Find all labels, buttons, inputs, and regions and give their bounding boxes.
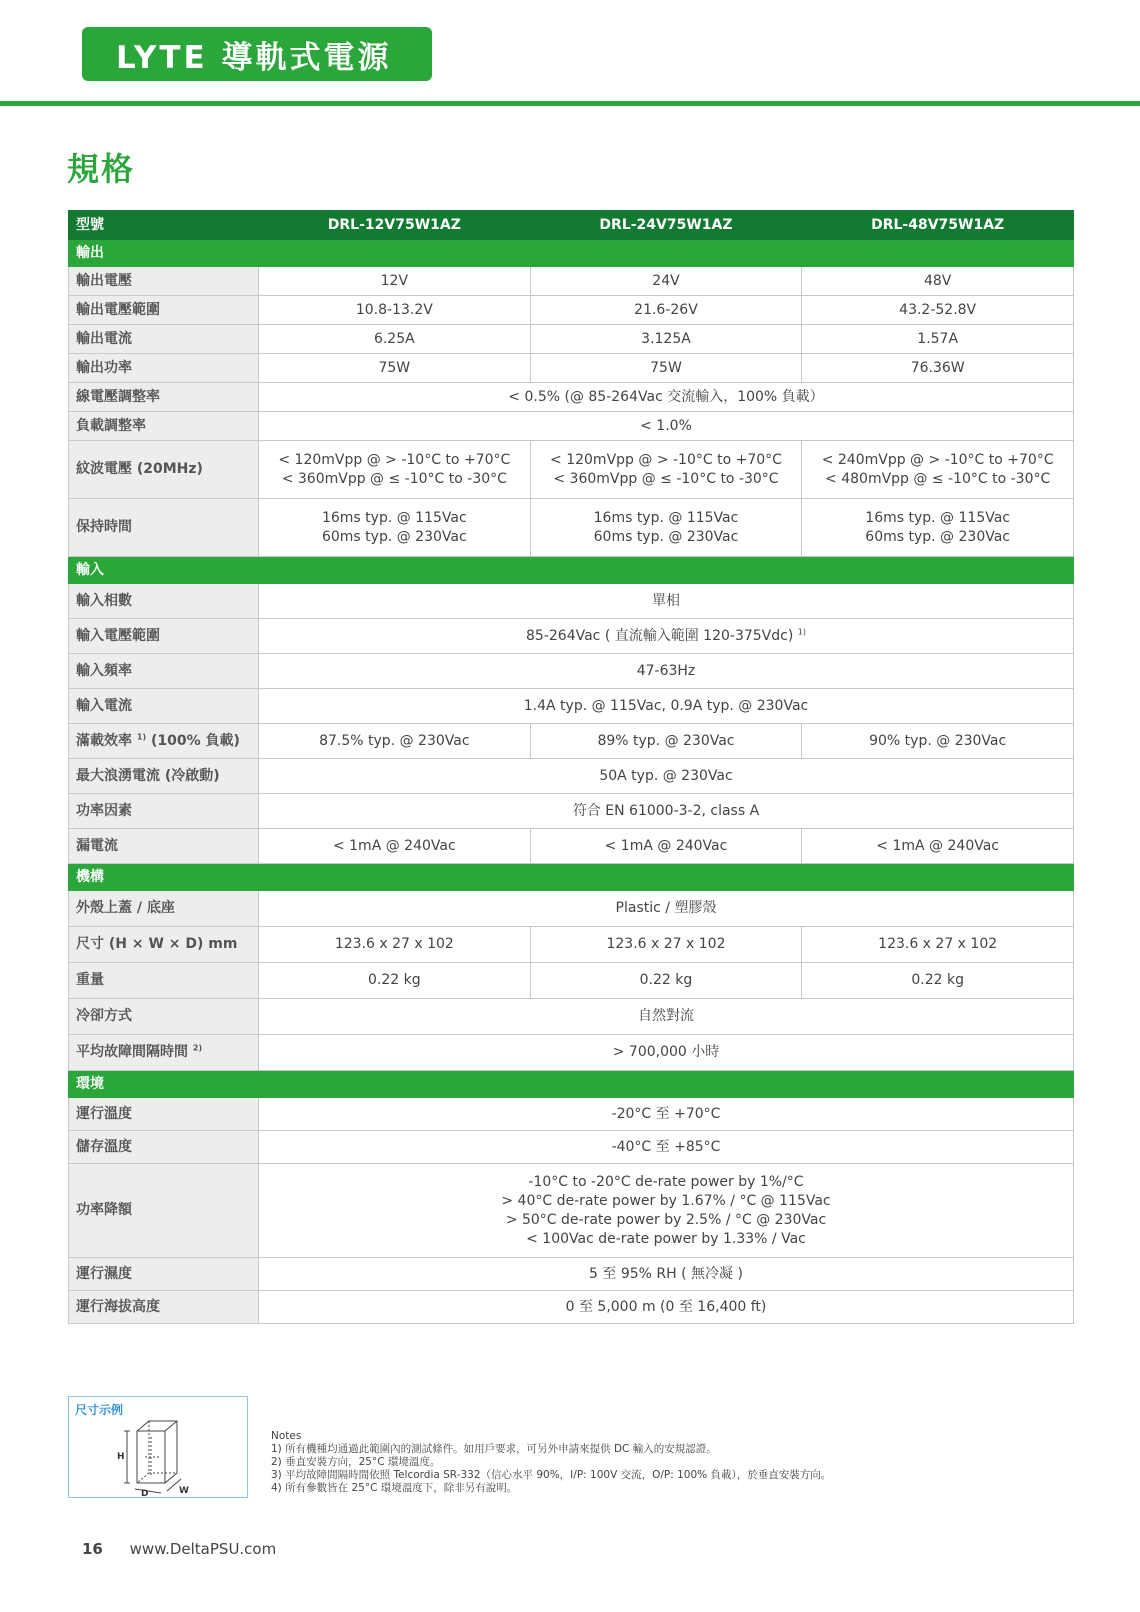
spec-label: 輸出功率 bbox=[69, 354, 259, 383]
spec-value: 0.22 kg bbox=[802, 963, 1074, 999]
spec-value-all-models: Plastic / 塑膠殼 bbox=[259, 891, 1074, 927]
note-item: 3) 平均故障間隔時間依照 Telcordia SR-332（信心水平 90%，I/P: 100V 交流，O/P: 100% 負載），於垂直安裝方向。 bbox=[271, 1469, 832, 1481]
spec-header-row bbox=[69, 211, 1074, 240]
spec-row bbox=[69, 412, 1074, 441]
spec-label: 最大浪湧電流 (冷啟動) bbox=[69, 759, 259, 794]
footnote-ref: 1) bbox=[797, 626, 806, 636]
spec-value: 90% typ. @ 230Vac bbox=[802, 724, 1074, 759]
spec-value: 123.6 x 27 x 102 bbox=[530, 927, 802, 963]
spec-value-all-models: > 700,000 小時 bbox=[259, 1035, 1074, 1071]
spec-value: 21.6-26V bbox=[530, 296, 802, 325]
model-name: DRL-48V75W1AZ bbox=[802, 211, 1074, 240]
cell-line: 16ms typ. @ 115Vac bbox=[321, 509, 467, 526]
model-name: DRL-24V75W1AZ bbox=[530, 211, 802, 240]
spec-value: 75W bbox=[530, 354, 802, 383]
dimension-example-title: 尺寸示例 bbox=[75, 1403, 124, 1417]
header-badge: LYTE 導軌式電源 bbox=[82, 27, 432, 81]
spec-value-all-models: 0 至 5,000 m (0 至 16,400 ft) bbox=[259, 1291, 1074, 1324]
note-item: 4) 所有參數皆在 25°C 環境溫度下，除非另有說明。 bbox=[271, 1482, 518, 1494]
spec-value: 0.22 kg bbox=[259, 963, 531, 999]
page-title: 規格 bbox=[67, 150, 136, 188]
spec-label: 輸入相數 bbox=[69, 584, 259, 619]
spec-label: 輸出電壓 bbox=[69, 267, 259, 296]
spec-value-all-models bbox=[259, 1164, 1074, 1258]
notes-heading: Notes bbox=[271, 1430, 302, 1442]
section-header bbox=[69, 1071, 1074, 1098]
spec-value-all-models: 單相 bbox=[259, 584, 1074, 619]
spec-label bbox=[69, 1035, 259, 1071]
spec-value: 123.6 x 27 x 102 bbox=[802, 927, 1074, 963]
spec-value: 87.5% typ. @ 230Vac bbox=[259, 724, 531, 759]
spec-row bbox=[69, 499, 1074, 557]
spec-row bbox=[69, 619, 1074, 654]
spec-row bbox=[69, 927, 1074, 963]
spec-row bbox=[69, 441, 1074, 499]
spec-value-all-models: 47-63Hz bbox=[259, 654, 1074, 689]
spec-value-all-models: 5 至 95% RH ( 無冷凝 ) bbox=[259, 1258, 1074, 1291]
section-title: 環境 bbox=[69, 1071, 1074, 1098]
note-item: 1) 所有機種均通過此範圍內的測試條件。如用戶要求，可另外申請來提供 DC 輸入的安規認證。 bbox=[271, 1443, 717, 1455]
spec-row bbox=[69, 759, 1074, 794]
footer bbox=[82, 1540, 276, 1558]
dimension-diagram bbox=[69, 1397, 247, 1497]
spec-label: 漏電流 bbox=[69, 829, 259, 864]
spec-value: 75W bbox=[259, 354, 531, 383]
dim-label-w: W bbox=[179, 1486, 189, 1496]
spec-value bbox=[802, 499, 1074, 557]
spec-row bbox=[69, 584, 1074, 619]
spec-value: 1.57A bbox=[802, 325, 1074, 354]
spec-label: 輸入電流 bbox=[69, 689, 259, 724]
spec-value: 89% typ. @ 230Vac bbox=[530, 724, 802, 759]
spec-row bbox=[69, 724, 1074, 759]
spec-label: 外殼上蓋 / 底座 bbox=[69, 891, 259, 927]
spec-label: 運行濕度 bbox=[69, 1258, 259, 1291]
spec-value-all-models: < 0.5% (@ 85-264Vac 交流輸入，100% 負載） bbox=[259, 383, 1074, 412]
spec-value: 6.25A bbox=[259, 325, 531, 354]
spec-value bbox=[259, 441, 531, 499]
spec-value: < 1mA @ 240Vac bbox=[259, 829, 531, 864]
section-header bbox=[69, 557, 1074, 584]
spec-value bbox=[802, 441, 1074, 499]
spec-value: < 1mA @ 240Vac bbox=[530, 829, 802, 864]
spec-label: 功率因素 bbox=[69, 794, 259, 829]
spec-label: 儲存溫度 bbox=[69, 1131, 259, 1164]
notes bbox=[271, 1430, 831, 1495]
spec-label: 尺寸 (H × W × D) mm bbox=[69, 927, 259, 963]
spec-row bbox=[69, 1035, 1074, 1071]
note-item: 2) 垂直安裝方向，25°C 環境溫度。 bbox=[271, 1456, 441, 1468]
spec-value: 3.125A bbox=[530, 325, 802, 354]
spec-value-text: 85-264Vac ( 直流輸入範圍 120-375Vdc) bbox=[526, 627, 794, 644]
dimension-example-box bbox=[68, 1396, 248, 1498]
spec-row bbox=[69, 1098, 1074, 1131]
cell-line: 60ms typ. @ 230Vac bbox=[865, 528, 1010, 545]
spec-label: 功率降額 bbox=[69, 1164, 259, 1258]
spec-label: 紋波電壓 (20MHz) bbox=[69, 441, 259, 499]
spec-row bbox=[69, 999, 1074, 1035]
spec-value-all-models bbox=[259, 619, 1074, 654]
cell-line: > 40°C de-rate power by 1.67% / °C @ 115Vac bbox=[501, 1192, 831, 1209]
spec-value-all-models: 1.4A typ. @ 115Vac, 0.9A typ. @ 230Vac bbox=[259, 689, 1074, 724]
spec-label: 負載調整率 bbox=[69, 412, 259, 441]
spec-value-all-models: < 1.0% bbox=[259, 412, 1074, 441]
spec-value bbox=[530, 499, 802, 557]
section-title: 輸出 bbox=[69, 240, 1074, 267]
cell-line: < 120mVpp @ > -10°C to +70°C bbox=[550, 451, 782, 468]
spec-value: 10.8-13.2V bbox=[259, 296, 531, 325]
spec-value: 0.22 kg bbox=[530, 963, 802, 999]
footer-url[interactable]: www.DeltaPSU.com bbox=[129, 1540, 277, 1558]
cell-line: < 480mVpp @ ≤ -10°C to -30°C bbox=[825, 470, 1051, 487]
spec-label bbox=[69, 724, 259, 759]
spec-label: 輸入頻率 bbox=[69, 654, 259, 689]
header-divider bbox=[0, 101, 1140, 106]
spec-value: 12V bbox=[259, 267, 531, 296]
cell-line: -10°C to -20°C de-rate power by 1%/°C bbox=[528, 1173, 804, 1190]
dim-label-d: D bbox=[141, 1489, 149, 1497]
spec-label: 輸出電流 bbox=[69, 325, 259, 354]
spec-label: 重量 bbox=[69, 963, 259, 999]
spec-value-all-models: -40°C 至 +85°C bbox=[259, 1131, 1074, 1164]
spec-row bbox=[69, 383, 1074, 412]
cell-line: < 240mVpp @ > -10°C to +70°C bbox=[821, 451, 1054, 468]
model-header-label: 型號 bbox=[69, 211, 259, 240]
spec-label: 線電壓調整率 bbox=[69, 383, 259, 412]
footnote-ref: 1) bbox=[136, 731, 147, 741]
spec-value bbox=[530, 441, 802, 499]
spec-value bbox=[259, 499, 531, 557]
spec-row bbox=[69, 1164, 1074, 1258]
spec-value-all-models: 符合 EN 61000-3-2, class A bbox=[259, 794, 1074, 829]
spec-row bbox=[69, 891, 1074, 927]
spec-label: 運行溫度 bbox=[69, 1098, 259, 1131]
spec-row bbox=[69, 829, 1074, 864]
spec-label-text: 平均故障間隔時間 bbox=[76, 1044, 188, 1060]
spec-label: 保持時間 bbox=[69, 499, 259, 557]
cell-line: < 360mVpp @ ≤ -10°C to -30°C bbox=[553, 470, 779, 487]
cell-line: 16ms typ. @ 115Vac bbox=[865, 509, 1010, 526]
footnote-ref: 2) bbox=[192, 1043, 203, 1053]
spec-row bbox=[69, 963, 1074, 999]
section-header bbox=[69, 240, 1074, 267]
cell-line: 60ms typ. @ 230Vac bbox=[321, 528, 467, 545]
model-name: DRL-12V75W1AZ bbox=[259, 211, 531, 240]
spec-value: < 1mA @ 240Vac bbox=[802, 829, 1074, 864]
spec-label: 運行海拔高度 bbox=[69, 1291, 259, 1324]
spec-row bbox=[69, 1291, 1074, 1324]
spec-label: 輸出電壓範圍 bbox=[69, 296, 259, 325]
cell-line: > 50°C de-rate power by 2.5% / °C @ 230Vac bbox=[505, 1211, 827, 1228]
spec-label-tail: (100% 負載) bbox=[150, 732, 240, 749]
spec-value-all-models: 50A typ. @ 230Vac bbox=[259, 759, 1074, 794]
spec-label: 輸入電壓範圍 bbox=[69, 619, 259, 654]
section-title: 輸入 bbox=[69, 557, 1074, 584]
spec-value: 24V bbox=[530, 267, 802, 296]
cell-line: 60ms typ. @ 230Vac bbox=[593, 528, 739, 545]
spec-value-all-models: 自然對流 bbox=[259, 999, 1074, 1035]
spec-value: 48V bbox=[802, 267, 1074, 296]
spec-label-text: 滿載效率 bbox=[76, 732, 132, 749]
spec-row bbox=[69, 689, 1074, 724]
cell-line: < 120mVpp @ > -10°C to +70°C bbox=[278, 451, 511, 468]
spec-row bbox=[69, 1258, 1074, 1291]
spec-value: 76.36W bbox=[802, 354, 1074, 383]
spec-row bbox=[69, 296, 1074, 325]
spec-row bbox=[69, 267, 1074, 296]
section-title: 機構 bbox=[69, 864, 1074, 891]
spec-row bbox=[69, 1131, 1074, 1164]
spec-row bbox=[69, 325, 1074, 354]
spec-row bbox=[69, 794, 1074, 829]
spec-row bbox=[69, 354, 1074, 383]
section-header bbox=[69, 864, 1074, 891]
spec-table bbox=[68, 210, 1074, 1324]
cell-line: < 100Vac de-rate power by 1.33% / Vac bbox=[526, 1230, 806, 1247]
spec-row bbox=[69, 654, 1074, 689]
cell-line: 16ms typ. @ 115Vac bbox=[593, 509, 739, 526]
dim-label-h: H bbox=[117, 1452, 125, 1462]
spec-label: 冷卻方式 bbox=[69, 999, 259, 1035]
cell-line: < 360mVpp @ ≤ -10°C to -30°C bbox=[281, 470, 507, 487]
spec-value: 123.6 x 27 x 102 bbox=[259, 927, 531, 963]
page-number: 16 bbox=[82, 1540, 103, 1558]
spec-value-all-models: -20°C 至 +70°C bbox=[259, 1098, 1074, 1131]
spec-value: 43.2-52.8V bbox=[802, 296, 1074, 325]
